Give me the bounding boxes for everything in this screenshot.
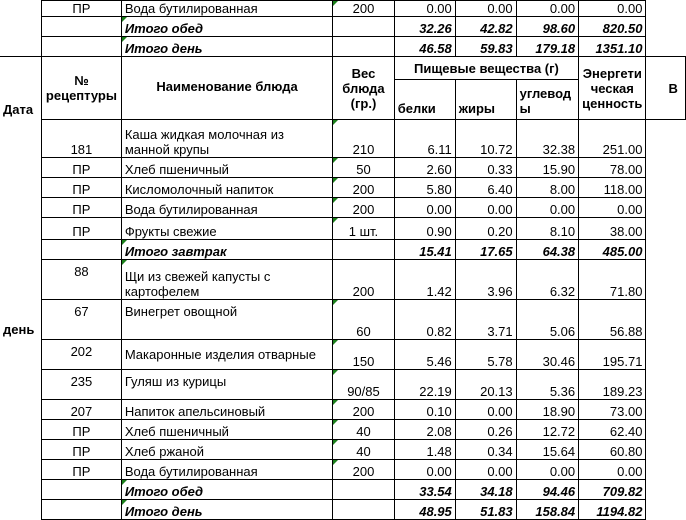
table-header-row: [0, 57, 686, 80]
dish-name: Вода бутилированная: [121, 198, 332, 218]
energy-value: 62.40: [579, 420, 646, 440]
table-row: [0, 260, 686, 300]
dish-weight: 150: [333, 340, 395, 370]
protein-value: 0.10: [394, 400, 455, 420]
carb-value: 0.00: [516, 198, 579, 218]
dish-name: Хлеб ржаной: [121, 440, 332, 460]
protein-value: 1.48: [394, 440, 455, 460]
recipe-number: ПР: [42, 1, 122, 17]
dish-weight: 1 шт.: [333, 218, 395, 240]
dish-weight: 50: [333, 158, 395, 178]
subtotal-label: Итого обед: [121, 17, 332, 37]
dish-name: Напиток апельсиновый: [121, 400, 332, 420]
dish-weight: 90/85: [333, 370, 395, 400]
energy-value: 189.23: [579, 370, 646, 400]
fat-value: 0.00: [455, 1, 516, 17]
recipe-number: ПР: [42, 178, 122, 198]
fat-value: 0.00: [455, 400, 516, 420]
protein-value: 48.95: [394, 500, 455, 520]
carb-value: 30.46: [516, 340, 579, 370]
table-row: [0, 218, 686, 240]
fat-value: 0.26: [455, 420, 516, 440]
column-header-dish-name: Наименование блюда: [121, 57, 332, 120]
carb-value: 0.00: [516, 460, 579, 480]
energy-value: 60.80: [579, 440, 646, 460]
energy-value: 71.80: [579, 260, 646, 300]
column-header-fat: жиры: [455, 80, 516, 120]
dish-name: Кисломолочный напиток: [121, 178, 332, 198]
dish-name: Хлеб пшеничный: [121, 420, 332, 440]
dish-name: Хлеб пшеничный: [121, 158, 332, 178]
protein-value: 22.19: [394, 370, 455, 400]
protein-value: 0.00: [394, 198, 455, 218]
table-row: [0, 370, 686, 400]
column-header-date: Дата: [0, 57, 42, 120]
table-row: [0, 440, 686, 460]
carb-value: 8.10: [516, 218, 579, 240]
protein-value: 0.90: [394, 218, 455, 240]
fat-value: 0.00: [455, 198, 516, 218]
dish-weight: 200: [333, 400, 395, 420]
table-row: [0, 420, 686, 440]
dish-weight: 200: [333, 260, 395, 300]
subtotal-label: Итого обед: [121, 480, 332, 500]
dish-name: Винегрет овощной: [121, 300, 332, 340]
energy-value: 485.00: [579, 240, 646, 260]
energy-value: 56.88: [579, 300, 646, 340]
protein-value: 5.80: [394, 178, 455, 198]
table-row: [0, 460, 686, 480]
table-row: [0, 300, 686, 340]
dish-name: Вода бутилированная: [121, 460, 332, 480]
fat-value: 0.33: [455, 158, 516, 178]
fat-value: 0.00: [455, 460, 516, 480]
protein-value: 6.11: [394, 120, 455, 158]
recipe-number: 207: [42, 400, 122, 420]
protein-value: 32.26: [394, 17, 455, 37]
total-label: Итого день: [121, 500, 332, 520]
carb-value: 179.18: [516, 37, 579, 57]
carb-value: 12.72: [516, 420, 579, 440]
fat-value: 20.13: [455, 370, 516, 400]
fat-value: 0.20: [455, 218, 516, 240]
energy-value: 1351.10: [579, 37, 646, 57]
table-row: [0, 340, 686, 370]
column-header-protein: белки: [394, 80, 455, 120]
table-row: [0, 480, 686, 500]
carb-value: 32.38: [516, 120, 579, 158]
carb-value: 15.90: [516, 158, 579, 178]
carb-value: 6.32: [516, 260, 579, 300]
fat-value: 10.72: [455, 120, 516, 158]
recipe-number: ПР: [42, 440, 122, 460]
recipe-number: ПР: [42, 198, 122, 218]
table-row: [0, 500, 686, 520]
energy-value: 709.82: [579, 480, 646, 500]
recipe-number: 181: [42, 120, 122, 158]
fat-value: 17.65: [455, 240, 516, 260]
column-header-carb: углевод ы: [516, 80, 579, 120]
carb-value: 8.00: [516, 178, 579, 198]
protein-value: 0.82: [394, 300, 455, 340]
energy-value: 195.71: [579, 340, 646, 370]
fat-value: 5.78: [455, 340, 516, 370]
protein-value: 46.58: [394, 37, 455, 57]
carb-value: 5.36: [516, 370, 579, 400]
protein-value: 0.00: [394, 460, 455, 480]
day-label: день: [3, 322, 35, 337]
dish-name: Щи из свежей капусты с картофелем: [121, 260, 332, 300]
dish-weight: 40: [333, 420, 395, 440]
recipe-number: 235: [42, 370, 122, 400]
fat-value: 3.96: [455, 260, 516, 300]
carb-value: 64.38: [516, 240, 579, 260]
protein-value: 2.08: [394, 420, 455, 440]
dish-weight: 40: [333, 440, 395, 460]
energy-value: 1194.82: [579, 500, 646, 520]
dish-name: Макаронные изделия отварные: [121, 340, 332, 370]
column-header-nutrients: Пищевые вещества (г): [394, 57, 578, 80]
protein-value: 33.54: [394, 480, 455, 500]
table-row: [0, 120, 686, 158]
carb-value: 158.84: [516, 500, 579, 520]
fat-value: 59.83: [455, 37, 516, 57]
energy-value: 0.00: [579, 460, 646, 480]
dish-weight: 60: [333, 300, 395, 340]
column-header-energy: Энергети ческая ценность: [579, 57, 646, 120]
energy-value: 251.00: [579, 120, 646, 158]
energy-value: 0.00: [579, 198, 646, 218]
recipe-number: 202: [42, 340, 122, 370]
energy-value: 78.00: [579, 158, 646, 178]
carb-value: 94.46: [516, 480, 579, 500]
dish-weight: 200: [333, 460, 395, 480]
table-row: [0, 400, 686, 420]
carb-value: 98.60: [516, 17, 579, 37]
fat-value: 42.82: [455, 17, 516, 37]
table-row: [0, 17, 686, 37]
energy-value: 0.00: [579, 1, 646, 17]
table-row: [0, 198, 686, 218]
recipe-number: ПР: [42, 218, 122, 240]
subtotal-label: Итого завтрак: [121, 240, 332, 260]
protein-value: 1.42: [394, 260, 455, 300]
column-header-next-fragment: В: [646, 57, 686, 120]
carb-value: 18.90: [516, 400, 579, 420]
table-row: [0, 178, 686, 198]
recipe-number: 88: [42, 260, 122, 300]
carb-value: 15.64: [516, 440, 579, 460]
dish-weight: 200: [333, 1, 395, 17]
table-row: [0, 37, 686, 57]
energy-value: 820.50: [579, 17, 646, 37]
recipe-number: ПР: [42, 460, 122, 480]
fat-value: 6.40: [455, 178, 516, 198]
dish-name: Каша жидкая молочная из манной крупы: [121, 120, 332, 158]
dish-name: Гуляш из курицы: [121, 370, 332, 400]
dish-weight: 200: [333, 198, 395, 218]
dish-name: Фрукты свежие: [121, 218, 332, 240]
dish-weight: 210: [333, 120, 395, 158]
recipe-number: 67: [42, 300, 122, 340]
table-row: [0, 240, 686, 260]
dish-name: Вода бутилированная: [121, 1, 332, 17]
column-header-recipe: № рецептуры: [42, 57, 122, 120]
energy-value: 38.00: [579, 218, 646, 240]
table-row: [0, 1, 686, 17]
carb-value: 5.06: [516, 300, 579, 340]
fat-value: 0.34: [455, 440, 516, 460]
dish-weight: 200: [333, 178, 395, 198]
fat-value: 51.83: [455, 500, 516, 520]
total-label: Итого день: [121, 37, 332, 57]
recipe-number: ПР: [42, 158, 122, 178]
column-header-weight: Вес блюда (гр.): [333, 57, 395, 120]
table-row: [0, 158, 686, 178]
protein-value: 0.00: [394, 1, 455, 17]
protein-value: 5.46: [394, 340, 455, 370]
protein-value: 15.41: [394, 240, 455, 260]
energy-value: 118.00: [579, 178, 646, 198]
protein-value: 2.60: [394, 158, 455, 178]
fat-value: 3.71: [455, 300, 516, 340]
energy-value: 73.00: [579, 400, 646, 420]
carb-value: 0.00: [516, 1, 579, 17]
recipe-number: ПР: [42, 420, 122, 440]
fat-value: 34.18: [455, 480, 516, 500]
